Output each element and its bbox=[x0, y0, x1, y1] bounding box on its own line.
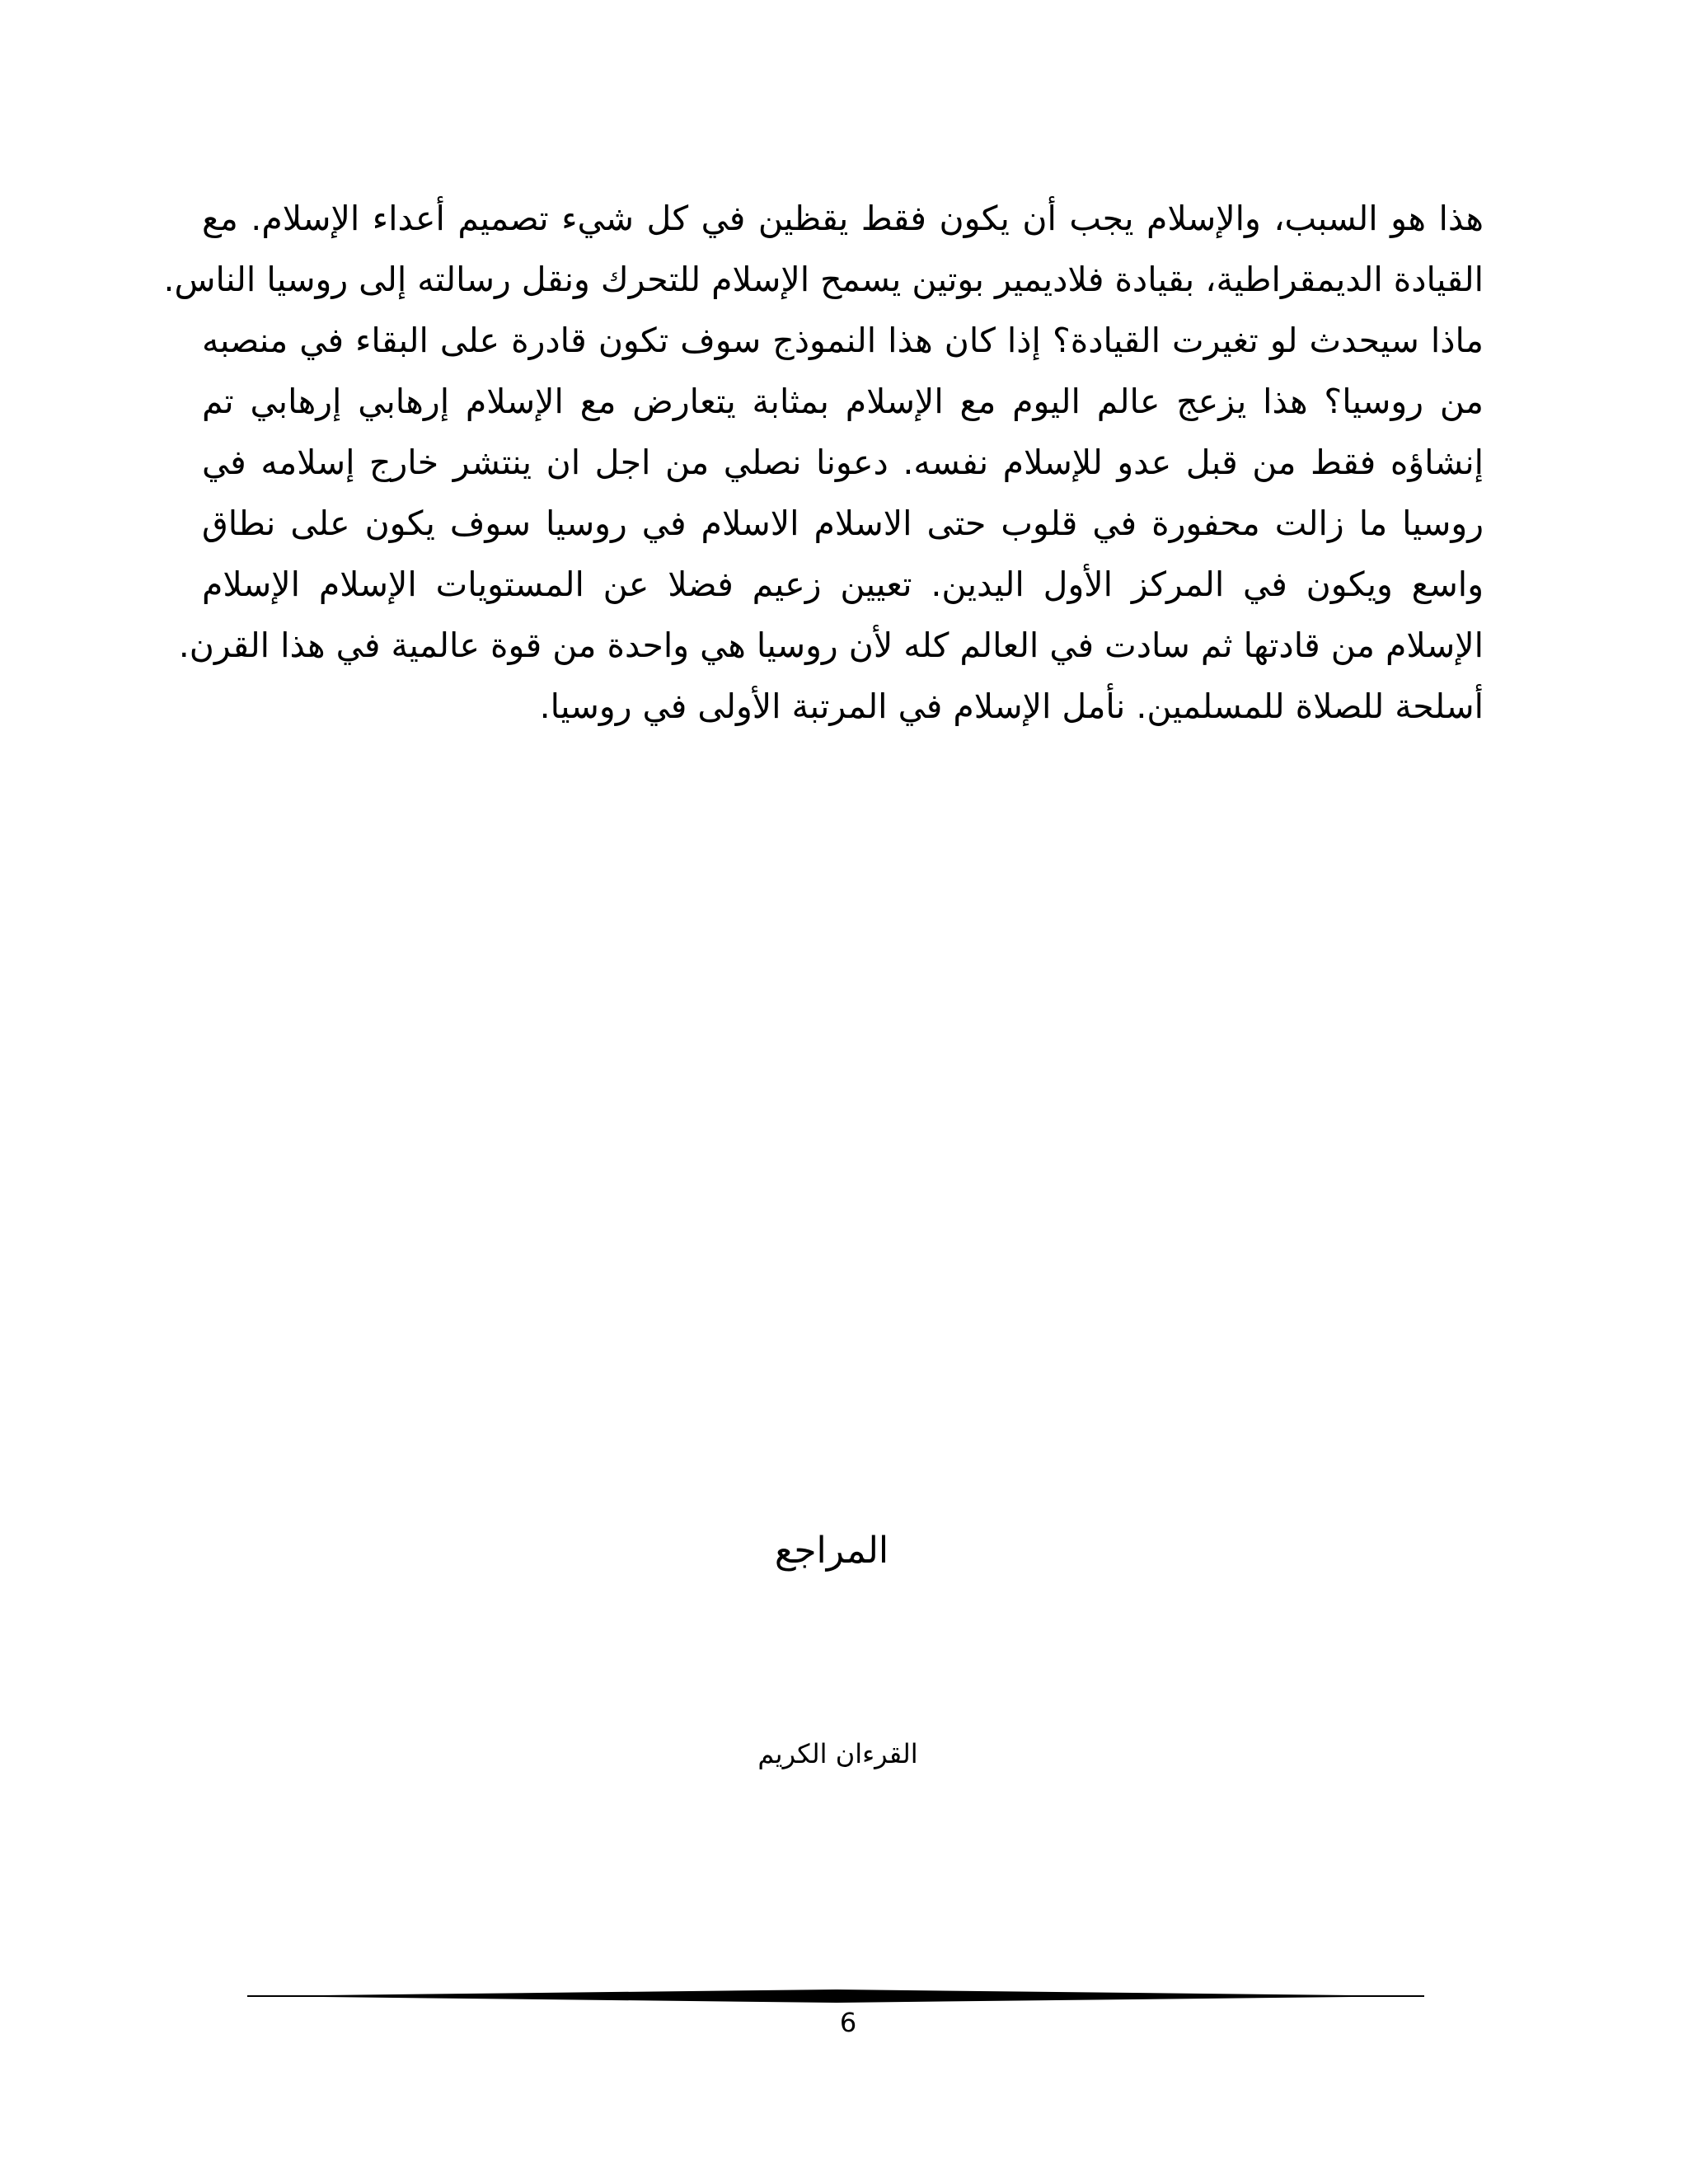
paragraph-line: القيادة الديمقراطية، بقيادة فلاديمير بوتين يسمح الإسلام للتحرك ونقل رسالته إلى روسيا الناس. bbox=[163, 260, 1484, 299]
paragraph-line: من روسيا؟ هذا يزعج عالم اليوم مع الإسلام بمثابة يتعارض مع الإسلام إرهابي إرهابي تم bbox=[202, 382, 1484, 421]
page-number: 6 bbox=[839, 2007, 857, 2038]
paragraph-line: أسلحة للصلاة للمسلمين. نأمل الإسلام في المرتبة الأولى في روسيا. bbox=[539, 687, 1484, 726]
paragraph-line: هذا هو السبب، والإسلام يجب أن يكون فقط يقظين في كل شيء تصميم أعداء الإسلام. مع bbox=[202, 199, 1484, 238]
paragraph-line: إنشاؤه فقط من قبل عدو للإسلام نفسه. دعونا نصلي من اجل ان ينتشر خارج إسلامه في bbox=[202, 443, 1484, 482]
footer-divider bbox=[247, 1987, 1424, 2005]
paragraph-line: ماذا سيحدث لو تغيرت القيادة؟ إذا كان هذا النموذج سوف تكون قادرة على البقاء في منصبه bbox=[202, 321, 1484, 360]
reference-item: القرءان الكريم bbox=[757, 1738, 918, 1769]
references-heading: المراجع bbox=[774, 1530, 889, 1572]
paragraph-line: واسع ويكون في المركز الأول اليدين. تعيين زعيم فضلا عن المستويات الإسلام الإسلام bbox=[202, 565, 1484, 604]
paragraph-line: الإسلام من قادتها ثم سادت في العالم كله لأن روسيا هي واحدة من قوة عالمية في هذا القرن. bbox=[178, 626, 1484, 665]
paragraph-line: روسيا ما زالت محفورة في قلوب حتى الاسلام الاسلام في روسيا سوف يكون على نطاق bbox=[202, 504, 1484, 543]
body-paragraph bbox=[163, 188, 1484, 737]
